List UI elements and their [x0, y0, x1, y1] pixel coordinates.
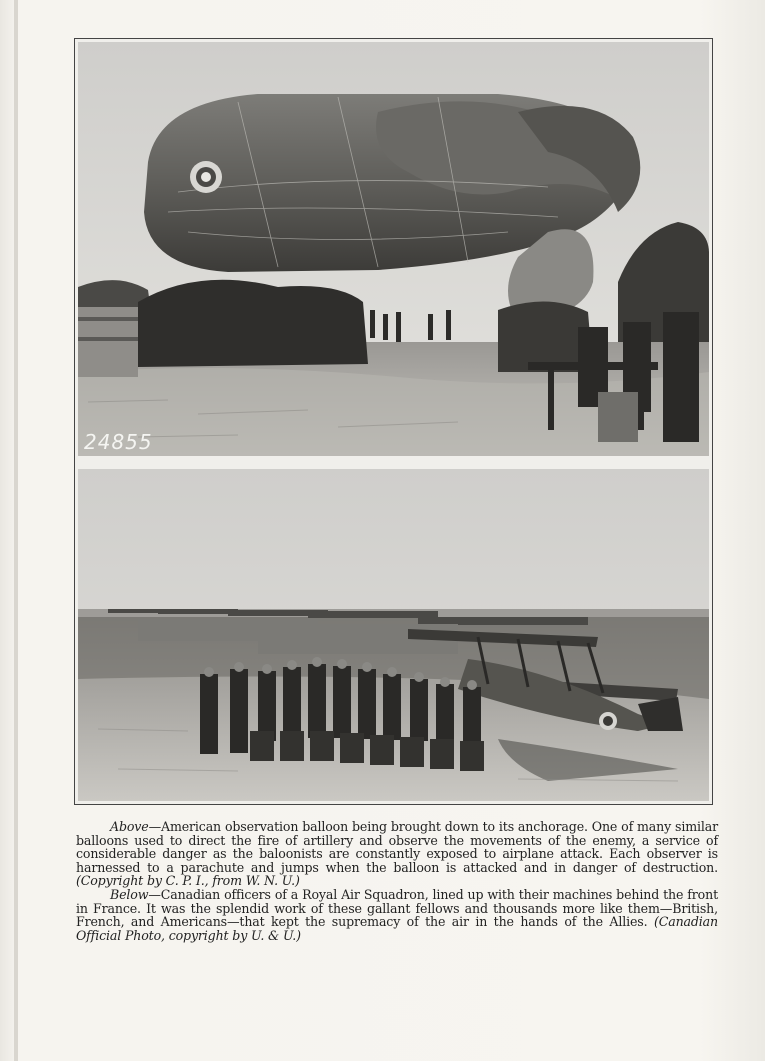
squadron-photo-image: [78, 469, 709, 801]
balloon-photo: [78, 42, 709, 456]
caption-body-below: —Canadian officers of a Royal Air Squadron, lined up with their machines behind the front in France. It was the splendid work of these gallant fellows and thousands more like them—British, French, and Americans—that kept the supremacy of the air in the hands of the Allies.: [76, 886, 718, 930]
page-spine-shadow: [14, 0, 18, 1061]
caption-paragraph-below: [76, 888, 718, 942]
plate-number: 24855: [84, 430, 153, 454]
caption: [76, 820, 718, 942]
squadron-photo: [78, 469, 709, 801]
caption-credit-above: (Copyright by C. P. I., from W. N. U.): [76, 873, 300, 889]
balloon-photo-image: [78, 42, 709, 456]
caption-paragraph-above: [76, 820, 718, 888]
photo-plate-frame: [74, 38, 713, 805]
caption-lead-below: Below: [110, 886, 149, 902]
caption-body-above: —American observation balloon being brought down to its anchorage. One of many similar balloons used to direct the fire of artillery and observe the movements of the enemy, a service of considerable danger as the baloonists are constantly exposed to airplane attack. Each observer is harnessed to a parachute and jumps when the balloon is attacked and in danger of destruction.: [76, 819, 718, 875]
caption-credit-below: (Canadian Official Photo, copyright by U. & U.): [76, 914, 719, 943]
caption-lead-above: Above: [110, 819, 149, 834]
